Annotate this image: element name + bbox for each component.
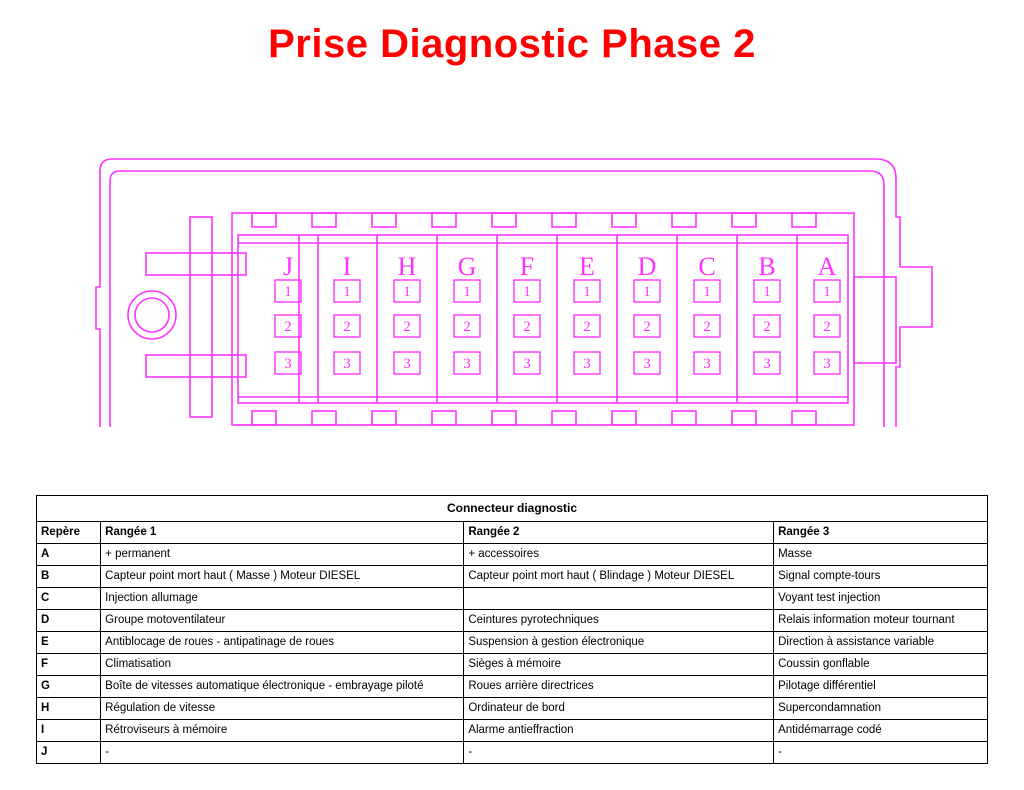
- svg-text:2: 2: [403, 319, 411, 335]
- cell-rangee-1: Rétroviseurs à mémoire: [101, 720, 464, 742]
- cell-rangee-2: + accessoires: [464, 544, 774, 566]
- svg-text:3: 3: [643, 356, 651, 372]
- svg-text:2: 2: [703, 319, 711, 335]
- svg-text:3: 3: [343, 356, 351, 372]
- cell-rangee-3: Coussin gonflable: [774, 654, 988, 676]
- svg-text:1: 1: [583, 284, 591, 300]
- table-row: [37, 544, 988, 566]
- cell-rangee-1: Climatisation: [101, 654, 464, 676]
- header-repere: Repère: [37, 522, 101, 544]
- svg-text:B: B: [758, 252, 776, 281]
- cell-rangee-2: Ceintures pyrotechniques: [464, 610, 774, 632]
- svg-text:H: H: [397, 252, 417, 281]
- svg-text:2: 2: [643, 319, 651, 335]
- cell-rangee-1: -: [101, 742, 464, 764]
- cell-rangee-1: Boîte de vitesses automatique électronique - embrayage piloté: [101, 676, 464, 698]
- svg-text:2: 2: [763, 319, 771, 335]
- diagnostic-connector-diagram: [0, 67, 1024, 427]
- cell-rangee-3: Relais information moteur tournant: [774, 610, 988, 632]
- svg-text:1: 1: [763, 284, 771, 300]
- svg-text:G: G: [457, 252, 477, 281]
- svg-text:1: 1: [643, 284, 651, 300]
- svg-text:1: 1: [523, 284, 531, 300]
- svg-text:2: 2: [823, 319, 831, 335]
- svg-text:2: 2: [463, 319, 471, 335]
- cell-repere: I: [37, 720, 101, 742]
- cell-repere: J: [37, 742, 101, 764]
- cell-repere: A: [37, 544, 101, 566]
- header-rangee-2: Rangée 2: [464, 522, 774, 544]
- svg-text:3: 3: [823, 356, 831, 372]
- cell-rangee-3: Direction à assistance variable: [774, 632, 988, 654]
- table-row: [37, 698, 988, 720]
- svg-text:J: J: [282, 252, 294, 281]
- cell-rangee-2: Roues arrière directrices: [464, 676, 774, 698]
- connector-table-wrapper: [36, 495, 988, 764]
- cell-rangee-3: Signal compte-tours: [774, 566, 988, 588]
- header-rangee-1: Rangée 1: [101, 522, 464, 544]
- svg-text:D: D: [637, 252, 657, 281]
- svg-text:1: 1: [403, 284, 411, 300]
- table-row: [37, 632, 988, 654]
- cell-rangee-3: Voyant test injection: [774, 588, 988, 610]
- cell-repere: G: [37, 676, 101, 698]
- cell-rangee-1: Capteur point mort haut ( Masse ) Moteur DIESEL: [101, 566, 464, 588]
- cell-rangee-2: Suspension à gestion électronique: [464, 632, 774, 654]
- cell-rangee-1: Injection allumage: [101, 588, 464, 610]
- table-row: [37, 742, 988, 764]
- svg-text:1: 1: [823, 284, 831, 300]
- table-row: [37, 566, 988, 588]
- table-row: [37, 676, 988, 698]
- cell-rangee-1: Groupe motoventilateur: [101, 610, 464, 632]
- cell-rangee-3: Pilotage différentiel: [774, 676, 988, 698]
- table-row: [37, 654, 988, 676]
- svg-text:1: 1: [703, 284, 711, 300]
- cell-rangee-1: + permanent: [101, 544, 464, 566]
- svg-text:3: 3: [403, 356, 411, 372]
- table-row: [37, 720, 988, 742]
- svg-text:3: 3: [523, 356, 531, 372]
- cell-repere: D: [37, 610, 101, 632]
- cell-repere: H: [37, 698, 101, 720]
- cell-rangee-3: -: [774, 742, 988, 764]
- cell-repere: F: [37, 654, 101, 676]
- cell-rangee-2: Alarme antieffraction: [464, 720, 774, 742]
- svg-text:3: 3: [763, 356, 771, 372]
- cell-rangee-2: Capteur point mort haut ( Blindage ) Moteur DIESEL: [464, 566, 774, 588]
- cell-repere: B: [37, 566, 101, 588]
- svg-text:3: 3: [463, 356, 471, 372]
- page-title: Prise Diagnostic Phase 2: [268, 22, 756, 66]
- cell-rangee-2: Ordinateur de bord: [464, 698, 774, 720]
- svg-text:3: 3: [583, 356, 591, 372]
- svg-text:1: 1: [284, 284, 292, 300]
- cell-rangee-3: Masse: [774, 544, 988, 566]
- svg-text:C: C: [698, 252, 716, 281]
- svg-text:2: 2: [523, 319, 531, 335]
- svg-text:1: 1: [463, 284, 471, 300]
- cell-repere: E: [37, 632, 101, 654]
- table-row: [37, 588, 988, 610]
- cell-rangee-2: -: [464, 742, 774, 764]
- svg-text:2: 2: [583, 319, 591, 335]
- svg-text:E: E: [579, 252, 595, 281]
- svg-text:3: 3: [703, 356, 711, 372]
- cell-rangee-1: Antiblocage de roues - antipatinage de roues: [101, 632, 464, 654]
- svg-text:F: F: [519, 252, 535, 281]
- svg-text:3: 3: [284, 356, 292, 372]
- cell-rangee-3: Supercondamnation: [774, 698, 988, 720]
- svg-text:2: 2: [284, 319, 292, 335]
- cell-rangee-3: Antidémarrage codé: [774, 720, 988, 742]
- svg-text:1: 1: [343, 284, 351, 300]
- cell-rangee-2: [464, 588, 774, 610]
- svg-text:I: I: [342, 252, 352, 281]
- cell-rangee-1: Régulation de vitesse: [101, 698, 464, 720]
- svg-text:2: 2: [343, 319, 351, 335]
- connector-pinout-table: [36, 495, 988, 764]
- header-rangee-3: Rangée 3: [774, 522, 988, 544]
- svg-text:A: A: [817, 252, 837, 281]
- cell-repere: C: [37, 588, 101, 610]
- table-row: [37, 610, 988, 632]
- cell-rangee-2: Sièges à mémoire: [464, 654, 774, 676]
- table-title: Connecteur diagnostic: [37, 496, 988, 522]
